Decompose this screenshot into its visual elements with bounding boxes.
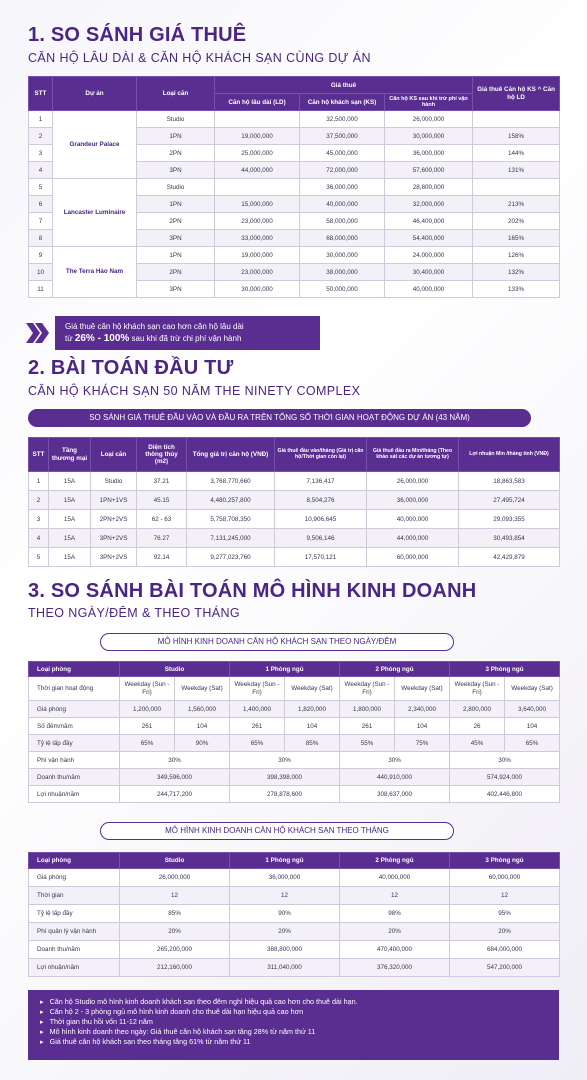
- table-cell: 2PN: [137, 145, 215, 162]
- weekend-label: Weekday (Sat): [395, 677, 450, 701]
- table-cell: 376,320,000: [340, 959, 450, 977]
- column-header: Lợi nhuận Min /tháng tính (VNĐ): [459, 438, 560, 472]
- section-1-subtitle: CĂN HỘ LÂU DÀI & CĂN HỘ KHÁCH SẠN CÙNG DỰ ÁN: [28, 51, 371, 65]
- column-header: Giá thuê đầu vào/tháng (Giá trị căn hộ/Thời gian còn lại): [275, 438, 367, 472]
- table-cell: 76.27: [137, 529, 187, 548]
- table-cell: 4: [29, 529, 49, 548]
- table-cell: 2PN: [137, 264, 215, 281]
- table-cell: 44,000,000: [367, 529, 459, 548]
- cell-stt: 10: [29, 264, 53, 281]
- table-cell: 261: [230, 718, 285, 735]
- table-cell: 440,910,000: [340, 769, 450, 786]
- rent-note: [55, 316, 320, 350]
- table-cell: 30%: [120, 752, 230, 769]
- table-row: [29, 905, 560, 923]
- column-header: Tầng thương mại: [49, 438, 91, 472]
- rent-note-line1: Giá thuê căn hộ khách sạn cao hơn căn hộ lâu dài: [65, 322, 244, 331]
- investment-table: [28, 437, 559, 567]
- table-cell: 349,596,000: [120, 769, 230, 786]
- table-row: [29, 786, 560, 803]
- table-cell: 60,000,000: [367, 548, 459, 567]
- table-cell: 126%: [473, 247, 560, 264]
- table-cell: 75%: [395, 735, 450, 752]
- column-header: Loại phòng: [29, 853, 120, 869]
- table-row: [29, 548, 560, 567]
- table-cell: 30,000,000: [215, 281, 300, 298]
- weekend-label: Weekday (Sat): [175, 677, 230, 701]
- table-row: [29, 887, 560, 905]
- table-cell: 15A: [49, 510, 91, 529]
- table-cell: 104: [285, 718, 340, 735]
- table-cell: 37,500,000: [300, 128, 385, 145]
- table-cell: 15,000,000: [215, 196, 300, 213]
- column-header: 1 Phòng ngủ: [230, 853, 340, 869]
- column-header: 2 Phòng ngủ: [340, 662, 450, 677]
- rent-comparison-table: [28, 76, 559, 298]
- table-row: [29, 701, 560, 718]
- table-cell: 12: [340, 887, 450, 905]
- table-cell: 85%: [285, 735, 340, 752]
- row-label: Doanh thu/năm: [29, 941, 120, 959]
- table-cell: 2: [29, 491, 49, 510]
- table-row: [29, 752, 560, 769]
- table-cell: 44,000,000: [215, 162, 300, 179]
- table-row: [29, 959, 560, 977]
- table-cell: 5,758,708,350: [187, 510, 275, 529]
- table-cell: 20%: [120, 923, 230, 941]
- table-cell: 30%: [450, 752, 560, 769]
- header-ks: Căn hộ khách sạn (KS): [300, 94, 385, 111]
- table-row: [29, 510, 560, 529]
- table-cell: 308,637,000: [340, 786, 450, 803]
- table-cell: 36,000,000: [385, 145, 473, 162]
- table-cell: 15A: [49, 548, 91, 567]
- table-cell: 1,560,000: [175, 701, 230, 718]
- table-cell: 18,863,583: [459, 472, 560, 491]
- section-2-subtitle: CĂN HỘ KHÁCH SẠN 50 NĂM THE NINETY COMPLEX: [28, 384, 361, 398]
- table-cell: 45,000,000: [300, 145, 385, 162]
- table-cell: 104: [175, 718, 230, 735]
- table-cell: 42,429,879: [459, 548, 560, 567]
- summary-note: ▸ Giá thuê căn hộ khách sạn theo tháng tăng 61% từ năm thứ 11: [40, 1037, 547, 1047]
- table-cell: 9,277,023,760: [187, 548, 275, 567]
- day-model-table: [28, 661, 559, 803]
- column-header: STT: [29, 438, 49, 472]
- table-cell: 133%: [473, 281, 560, 298]
- column-header: Diện tích thông thủy (m2): [137, 438, 187, 472]
- column-header: Studio: [120, 853, 230, 869]
- table-cell: 30,400,000: [385, 264, 473, 281]
- column-header: Loại căn: [91, 438, 137, 472]
- table-cell: 165%: [473, 230, 560, 247]
- table-cell: [215, 179, 300, 196]
- table-cell: 1PN+1VS: [91, 491, 137, 510]
- table-cell: 311,040,000: [230, 959, 340, 977]
- table-row: [29, 718, 560, 735]
- table-cell: 2,340,000: [395, 701, 450, 718]
- table-row: [29, 677, 560, 701]
- header-loai-can: Loại căn: [137, 77, 215, 111]
- column-header: Studio: [120, 662, 230, 677]
- table-cell: 36,000,000: [367, 491, 459, 510]
- table-cell: 33,000,000: [215, 230, 300, 247]
- table-row: [29, 869, 560, 887]
- weekday-label: Weekday (Sun - Fri): [120, 677, 175, 701]
- table-cell: 40,000,000: [300, 196, 385, 213]
- table-cell: 9,506,146: [275, 529, 367, 548]
- table-cell: 40,000,000: [367, 510, 459, 529]
- table-cell: 3: [29, 510, 49, 529]
- row-label: Phí vận hành: [29, 752, 120, 769]
- table-cell: 37.21: [137, 472, 187, 491]
- cell-stt: 5: [29, 179, 53, 196]
- table-cell: 72,000,000: [300, 162, 385, 179]
- table-cell: 28,800,000: [385, 179, 473, 196]
- table-cell: 261: [340, 718, 395, 735]
- weekend-label: Weekday (Sat): [505, 677, 560, 701]
- table-cell: 30,000,000: [385, 128, 473, 145]
- header-gia-thue: Giá thuê: [215, 77, 473, 94]
- table-cell: 213%: [473, 196, 560, 213]
- table-cell: 32,500,000: [300, 111, 385, 128]
- table-cell: 40,000,000: [385, 281, 473, 298]
- cell-stt: 2: [29, 128, 53, 145]
- column-header: 1 Phòng ngủ: [230, 662, 340, 677]
- month-model-table: [28, 852, 559, 977]
- table-cell: 57,600,000: [385, 162, 473, 179]
- table-cell: 65%: [505, 735, 560, 752]
- weekday-label: Weekday (Sun - Fri): [450, 677, 505, 701]
- table-cell: [473, 179, 560, 196]
- table-cell: 244,717,200: [120, 786, 230, 803]
- table-cell: 65%: [230, 735, 285, 752]
- double-chevron-icon: [26, 323, 50, 343]
- table-cell: 36,000,000: [230, 869, 340, 887]
- table-cell: 1PN: [137, 196, 215, 213]
- table-cell: 3PN+2VS: [91, 529, 137, 548]
- table-cell: 3PN+2VS: [91, 548, 137, 567]
- table-row: [29, 247, 560, 264]
- table-cell: 3PN: [137, 281, 215, 298]
- summary-note: ▸ Thời gian thu hồi vốn 11-12 năm: [40, 1017, 547, 1027]
- summary-notes: [28, 990, 559, 1060]
- table-cell: 98%: [340, 905, 450, 923]
- table-row: [29, 111, 560, 128]
- section-2-title: 2. BÀI TOÁN ĐẦU TƯ: [28, 357, 234, 379]
- section-3-subtitle: THEO NGÀY/ĐÊM & THEO THÁNG: [28, 606, 241, 620]
- table-cell: 25,000,000: [215, 145, 300, 162]
- table-cell: 7,131,245,000: [187, 529, 275, 548]
- table-cell: 1PN: [137, 247, 215, 264]
- table-cell: 20%: [450, 923, 560, 941]
- table-cell: 1,800,000: [340, 701, 395, 718]
- table-cell: 27,495,724: [459, 491, 560, 510]
- table-cell: 26,000,000: [367, 472, 459, 491]
- table-cell: 1,400,000: [230, 701, 285, 718]
- table-cell: 54,400,000: [385, 230, 473, 247]
- table-cell: 90%: [230, 905, 340, 923]
- table-cell: 60,000,000: [450, 869, 560, 887]
- day-model-pill: MÔ HÌNH KINH DOANH CĂN HỘ KHÁCH SẠN THEO NGÀY/ĐÊM: [100, 633, 454, 651]
- cell-stt: 6: [29, 196, 53, 213]
- header-du-an: Dự án: [53, 77, 137, 111]
- row-label: Tỷ lệ lấp đầy: [29, 905, 120, 923]
- header-ratio: Giá thuê Căn hộ KS ^ Căn hộ LD: [473, 77, 560, 111]
- table-cell: 24,000,000: [385, 247, 473, 264]
- table-cell: 62 - 63: [137, 510, 187, 529]
- column-header: Giá thuê đầu ra Min/tháng (Theo khảo sát các dự án tương tự): [367, 438, 459, 472]
- table-row: [29, 179, 560, 196]
- table-cell: 131%: [473, 162, 560, 179]
- table-cell: 68,000,000: [300, 230, 385, 247]
- table-cell: 36,000,000: [300, 179, 385, 196]
- table-cell: 55%: [340, 735, 395, 752]
- project-name: The Terra Hào Nam: [53, 247, 137, 298]
- table-cell: 90%: [175, 735, 230, 752]
- table-cell: 19,000,000: [215, 247, 300, 264]
- table-row: [29, 735, 560, 752]
- table-cell: 2,800,000: [450, 701, 505, 718]
- table-cell: 470,400,000: [340, 941, 450, 959]
- row-label: Thời gian hoạt động: [29, 677, 120, 701]
- row-label: Thời gian: [29, 887, 120, 905]
- section-3: [0, 580, 587, 620]
- table-cell: 15A: [49, 472, 91, 491]
- table-cell: 15A: [49, 529, 91, 548]
- table-cell: [473, 111, 560, 128]
- table-cell: 388,800,000: [230, 941, 340, 959]
- table-cell: 38,000,000: [300, 264, 385, 281]
- cell-stt: 4: [29, 162, 53, 179]
- table-cell: 104: [395, 718, 450, 735]
- table-cell: 30,000,000: [300, 247, 385, 264]
- table-cell: 12: [230, 887, 340, 905]
- table-row: [29, 769, 560, 786]
- section-3-title: 3. SO SÁNH BÀI TOÁN MÔ HÌNH KINH DOANH: [28, 580, 477, 602]
- table-cell: 10,906,645: [275, 510, 367, 529]
- table-cell: 547,200,000: [450, 959, 560, 977]
- table-cell: 158%: [473, 128, 560, 145]
- row-label: Giá phòng: [29, 869, 120, 887]
- row-label: Lợi nhuận/năm: [29, 786, 120, 803]
- table-cell: 12: [450, 887, 560, 905]
- table-cell: 684,000,000: [450, 941, 560, 959]
- table-cell: 1PN: [137, 128, 215, 145]
- row-label: Số đêm/năm: [29, 718, 120, 735]
- table-cell: 7,136,417: [275, 472, 367, 491]
- weekday-label: Weekday (Sun - Fri): [340, 677, 395, 701]
- table-cell: 30%: [340, 752, 450, 769]
- table-cell: 261: [120, 718, 175, 735]
- table-cell: 30%: [230, 752, 340, 769]
- row-label: Lợi nhuận/năm: [29, 959, 120, 977]
- table-cell: 4,480,257,800: [187, 491, 275, 510]
- section-2-pill: SO SÁNH GIÁ THUÊ ĐẦU VÀO VÀ ĐẦU RA TRÊN TỔNG SỐ THỜI GIAN HOẠT ĐỘNG DỰ ÁN (43 NĂM): [28, 409, 531, 427]
- table-cell: 15A: [49, 491, 91, 510]
- table-cell: 45.15: [137, 491, 187, 510]
- column-header: 3 Phòng ngủ: [450, 662, 560, 677]
- table-cell: 92.14: [137, 548, 187, 567]
- cell-stt: 11: [29, 281, 53, 298]
- table-cell: 398,398,000: [230, 769, 340, 786]
- table-cell: 26: [450, 718, 505, 735]
- table-cell: 3PN: [137, 162, 215, 179]
- rent-note-highlight: 26% - 100%: [74, 333, 130, 345]
- weekday-label: Weekday (Sun - Fri): [230, 677, 285, 701]
- table-cell: 65%: [120, 735, 175, 752]
- rent-note-pre: từ: [65, 334, 73, 344]
- column-header: 3 Phòng ngủ: [450, 853, 560, 869]
- summary-note: ▸ Mô hình kinh doanh theo ngày: Giá thuê căn hộ khách sạn tăng 28% từ năm thứ 11: [40, 1027, 547, 1037]
- table-row: [29, 472, 560, 491]
- table-cell: 23,000,000: [215, 213, 300, 230]
- table-cell: 574,924,000: [450, 769, 560, 786]
- table-cell: 32,000,000: [385, 196, 473, 213]
- summary-note: ▸ Căn hộ 2 - 3 phòng ngủ mô hình kinh doanh cho thuê dài hạn hiệu quả cao hơn: [40, 1007, 547, 1017]
- table-cell: 1: [29, 472, 49, 491]
- section-2: [0, 357, 587, 398]
- column-header: Tổng giá trị căn hộ (VNĐ): [187, 438, 275, 472]
- header-ks-after: Căn hộ KS sau khi trừ phí vận hành: [385, 94, 473, 111]
- table-cell: 20%: [340, 923, 450, 941]
- table-cell: 5: [29, 548, 49, 567]
- table-cell: Studio: [91, 472, 137, 491]
- table-cell: 104: [505, 718, 560, 735]
- table-row: [29, 491, 560, 510]
- month-model-pill: MÔ HÌNH KINH DOANH CĂN HỘ KHÁCH SẠN THEO THÁNG: [100, 822, 454, 840]
- table-cell: 1,820,000: [285, 701, 340, 718]
- table-cell: 265,200,000: [120, 941, 230, 959]
- table-cell: 95%: [450, 905, 560, 923]
- table-cell: 202%: [473, 213, 560, 230]
- table-cell: 3,768,770,660: [187, 472, 275, 491]
- table-row: [29, 923, 560, 941]
- table-cell: 23,000,000: [215, 264, 300, 281]
- table-cell: 8,504,276: [275, 491, 367, 510]
- table-cell: 132%: [473, 264, 560, 281]
- header-stt: STT: [29, 77, 53, 111]
- cell-stt: 8: [29, 230, 53, 247]
- table-cell: 2PN: [137, 213, 215, 230]
- project-name: Lancaster Luminaire: [53, 179, 137, 247]
- table-cell: 20%: [230, 923, 340, 941]
- section-1-title: 1. SO SÁNH GIÁ THUÊ: [28, 24, 247, 46]
- table-cell: 85%: [120, 905, 230, 923]
- table-cell: 144%: [473, 145, 560, 162]
- table-cell: Studio: [137, 111, 215, 128]
- table-cell: 212,160,000: [120, 959, 230, 977]
- table-cell: 278,878,600: [230, 786, 340, 803]
- table-cell: 19,000,000: [215, 128, 300, 145]
- table-cell: 17,570,121: [275, 548, 367, 567]
- cell-stt: 7: [29, 213, 53, 230]
- table-cell: 3PN: [137, 230, 215, 247]
- column-header: 2 Phòng ngủ: [340, 853, 450, 869]
- column-header: Loại phòng: [29, 662, 120, 677]
- table-cell: 3,640,000: [505, 701, 560, 718]
- table-cell: 2PN+2VS: [91, 510, 137, 529]
- rent-note-post: sau khi đã trừ chi phí vận hành: [131, 334, 242, 344]
- table-cell: 30,493,854: [459, 529, 560, 548]
- project-name: Grandeur Palace: [53, 111, 137, 179]
- table-cell: 46,400,000: [385, 213, 473, 230]
- weekend-label: Weekday (Sat): [285, 677, 340, 701]
- table-cell: 29,093,355: [459, 510, 560, 529]
- table-cell: 12: [120, 887, 230, 905]
- section-1: [0, 24, 587, 65]
- table-cell: 402,446,800: [450, 786, 560, 803]
- row-label: Giá phòng: [29, 701, 120, 718]
- table-row: [29, 941, 560, 959]
- cell-stt: 1: [29, 111, 53, 128]
- table-cell: 26,000,000: [385, 111, 473, 128]
- row-label: Doanh thu/năm: [29, 769, 120, 786]
- table-cell: 58,000,000: [300, 213, 385, 230]
- table-cell: 40,000,000: [340, 869, 450, 887]
- cell-stt: 9: [29, 247, 53, 264]
- table-cell: 26,000,000: [120, 869, 230, 887]
- table-cell: Studio: [137, 179, 215, 196]
- row-label: Phí quản lý vận hành: [29, 923, 120, 941]
- table-row: [29, 529, 560, 548]
- row-label: Tỷ lệ lấp đầy: [29, 735, 120, 752]
- summary-note: ▸ Căn hộ Studio mô hình kinh doanh khách sạn theo đêm nghỉ hiệu quả cao hơn cho thuê dài hạn.: [40, 997, 547, 1007]
- table-cell: 1,200,000: [120, 701, 175, 718]
- table-cell: 45%: [450, 735, 505, 752]
- table-cell: 50,000,000: [300, 281, 385, 298]
- header-ld: Căn hộ lâu dài (LD): [215, 94, 300, 111]
- cell-stt: 3: [29, 145, 53, 162]
- table-cell: [215, 111, 300, 128]
